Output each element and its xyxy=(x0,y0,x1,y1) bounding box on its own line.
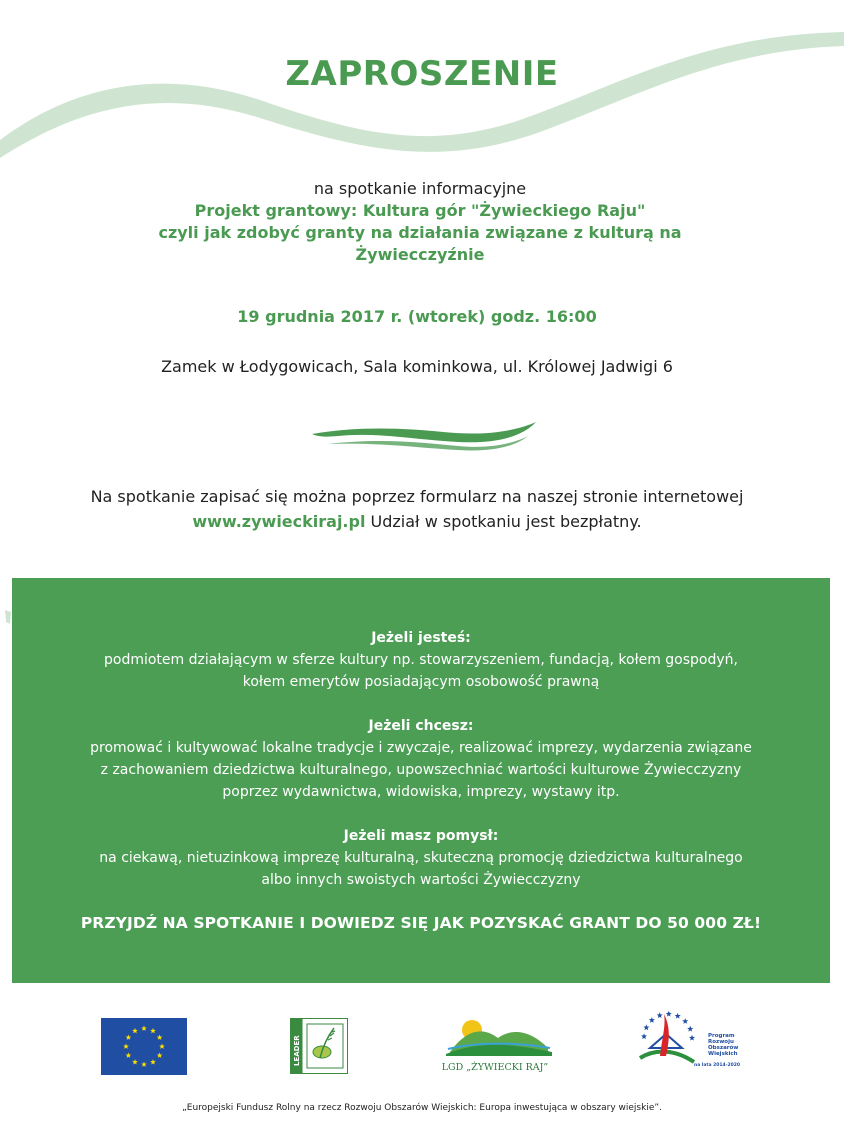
info-section-who xyxy=(32,627,810,693)
signup-info xyxy=(40,484,794,534)
event-venue: Zamek w Łodygowicach, Sala kominkowa, ul. Królowej Jadwigi 6 xyxy=(161,357,673,376)
star-icon xyxy=(649,1017,655,1023)
star-icon xyxy=(657,1012,663,1018)
section-text: z zachowaniem dziedzictwa kulturalnego, upowszechniać wartości kulturowe Żywiecczyzny xyxy=(100,762,742,778)
lgd-logo-icon xyxy=(436,1016,554,1074)
star-icon xyxy=(687,1026,693,1032)
star-icon xyxy=(641,1033,647,1039)
info-panel xyxy=(12,578,830,983)
page-title: ZAPROSZENIE xyxy=(285,54,559,94)
project-title: Projekt grantowy: Kultura gór "Żywieckiego Raju" xyxy=(194,201,646,220)
star-icon xyxy=(689,1035,695,1041)
prow-logo-icon xyxy=(636,1008,748,1074)
call-to-action: PRZYJDŹ NA SPOTKANIE I DOWIEDZ SIĘ JAK POZYSKAĆ GRANT DO 50 000 ZŁ! xyxy=(80,914,762,932)
info-section-idea xyxy=(32,825,810,891)
decorative-mark-icon xyxy=(4,610,12,624)
eu-flag-icon xyxy=(101,1018,187,1075)
leader-text: LEADER xyxy=(293,1035,301,1066)
star-icon xyxy=(682,1018,688,1024)
section-text: na ciekawą, nietuzinkową imprezę kulturalną, skuteczną promocję dziedzictwa kulturalnego xyxy=(99,850,743,866)
info-section-want xyxy=(32,715,810,803)
footer-note: „Europejski Fundusz Rolny na rzecz Rozwoju Obszarów Wiejskich: Europa inwestująca w obszary wiejskie”. xyxy=(182,1103,662,1113)
section-heading: Jeżeli jesteś: xyxy=(371,630,471,646)
section-text: albo innych swoistych wartości Żywiecczyzny xyxy=(261,872,581,888)
section-text: promować i kultywować lokalne tradycje i zwyczaje, realizować imprezy, wydarzenia związane xyxy=(90,740,752,756)
intro-block xyxy=(40,178,800,266)
star-icon xyxy=(666,1011,672,1017)
signup-line: Na spotkanie zapisać się można poprzez formularz na naszej stronie internetowej xyxy=(90,487,744,506)
signup-line-2 xyxy=(40,509,794,534)
section-heading: Jeżeli chcesz: xyxy=(368,718,474,734)
swoosh-divider-icon xyxy=(308,418,540,452)
intro-line: na spotkanie informacyjne xyxy=(313,179,527,198)
section-text: poprzez wydawnictwa, widowiska, imprezy, wystawy itp. xyxy=(222,784,620,800)
leader-logo-icon xyxy=(290,1018,348,1074)
prow-text: Wiejskich xyxy=(708,1051,738,1057)
section-text: kołem emerytów posiadającym osobowość prawną xyxy=(242,674,600,690)
section-text: podmiotem działającym w sferze kultury np. stowarzyszeniem, fundacją, kołem gospodyń, xyxy=(104,652,738,668)
section-heading: Jeżeli masz pomysł: xyxy=(343,828,499,844)
prow-text: Obszarów xyxy=(708,1045,739,1051)
project-subtitle-cont: Żywiecczyźnie xyxy=(355,245,485,264)
free-entry-text: Udział w spotkaniu jest bezpłatny. xyxy=(365,512,642,531)
project-subtitle: czyli jak zdobyć granty na działania związane z kulturą na xyxy=(158,223,682,242)
star-icon xyxy=(675,1013,681,1019)
website-link[interactable]: www.zywieckiraj.pl xyxy=(192,512,366,531)
prow-text: Rozwoju xyxy=(708,1039,734,1045)
prow-text: Program xyxy=(708,1033,735,1039)
star-icon xyxy=(643,1024,649,1030)
prow-text: na lata 2014-2020 xyxy=(694,1063,741,1068)
lgd-text: LGD „ŻYWIECKI RAJ” xyxy=(441,1062,549,1073)
event-date: 19 grudnia 2017 r. (wtorek) godz. 16:00 xyxy=(237,307,597,326)
